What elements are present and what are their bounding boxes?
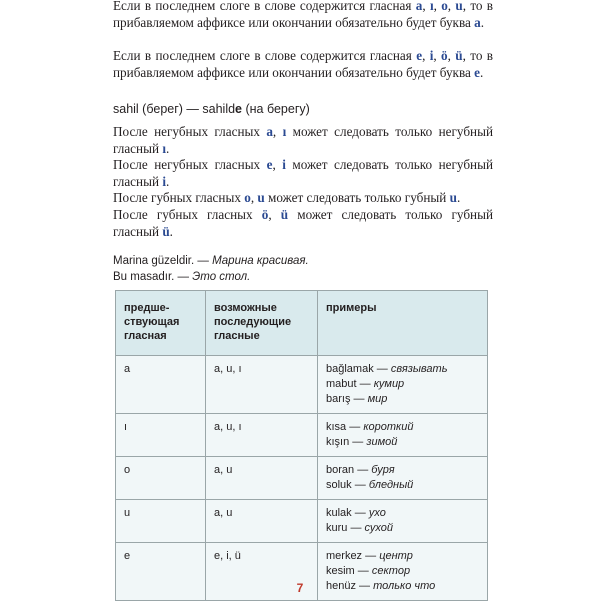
header-possible-vowels: возможные последующие гласные xyxy=(206,291,318,356)
vowel-letter: ü xyxy=(455,48,463,63)
example-entry: boran — буря xyxy=(326,464,395,476)
russian-translation: только что xyxy=(373,580,436,592)
vowel-letter: ı xyxy=(282,124,287,139)
sentence-example-2: Bu masadır. — Это стол. xyxy=(113,271,251,283)
vowel-letter: i xyxy=(282,157,286,173)
possible-vowels-cell: e, i, ü xyxy=(206,543,318,601)
turkish-word: henüz xyxy=(326,580,356,592)
rule-line-3: После губных гласных o, u может следовать только губный u. xyxy=(113,190,461,206)
examples-cell xyxy=(318,457,488,500)
vowel-letter: ö xyxy=(261,206,269,222)
header-previous-vowel: предше-ствующая гласная xyxy=(116,291,206,356)
vowel-letter: ı xyxy=(429,0,434,13)
russian-translation: кумир xyxy=(373,378,405,390)
possible-vowels-cell: a, u xyxy=(206,457,318,500)
russian-translation: зимой xyxy=(366,436,398,448)
previous-vowel-cell: u xyxy=(116,500,206,543)
previous-vowel-cell: e xyxy=(116,543,206,601)
table-row xyxy=(116,356,488,414)
rule-paragraph-1: Если в последнем слоге в слове содержится гласная a, ı, o, u, то в прибавляемом аффиксе или окончании обязательно будет буква a. xyxy=(113,0,494,30)
turkish-word: kulak xyxy=(326,507,352,519)
examples-cell xyxy=(318,500,488,543)
example-entry: kışın — зимой xyxy=(326,436,398,448)
examples-cell xyxy=(318,414,488,457)
turkish-word: barış xyxy=(326,393,351,405)
russian-translation: буря xyxy=(371,464,395,476)
vowel-letter: a xyxy=(474,14,481,30)
turkish-word: mabut xyxy=(326,378,357,390)
turkish-word: boran xyxy=(326,464,355,476)
sentence-example-1: Marina güzeldir. — Марина красивая. xyxy=(113,255,309,267)
possible-vowels-cell: a, u, ı xyxy=(206,356,318,414)
example-entry: bağlamak — связывать xyxy=(326,363,448,375)
turkish-word: soluk xyxy=(326,479,352,491)
vowel-letter: o xyxy=(244,190,251,206)
russian-translation: мир xyxy=(367,393,388,405)
example-entry: kısa — короткий xyxy=(326,421,414,433)
turkish-word: kesim xyxy=(326,565,355,577)
russian-translation: ухо xyxy=(368,507,386,519)
table-header-row xyxy=(116,291,488,356)
previous-vowel-cell: o xyxy=(116,457,206,500)
previous-vowel-cell: ı xyxy=(116,414,206,457)
turkish-word: merkez xyxy=(326,550,363,562)
russian-translation: бледный xyxy=(368,479,414,491)
vowel-letter: i xyxy=(162,173,166,189)
rule-line-2: После негубных гласных e, i может следовать только негубный гласный i. xyxy=(113,157,494,189)
russian-translation: центр xyxy=(379,550,413,562)
rule-paragraph-2: Если в последнем слоге в слове содержится гласная e, i, ö, ü, то в прибавляемом аффиксе или окончании обязательно будет буква e. xyxy=(113,48,493,80)
page-number: 7 xyxy=(296,581,304,595)
sentence-examples xyxy=(113,253,309,285)
previous-vowel-cell: a xyxy=(116,356,206,414)
vowel-letter: ı xyxy=(162,140,166,156)
example-entry: kuru — сухой xyxy=(326,522,394,534)
possible-vowels-cell: a, u xyxy=(206,500,318,543)
vowel-letter: a xyxy=(266,124,273,139)
table-row xyxy=(116,414,488,457)
vowel-letter: u xyxy=(455,0,463,13)
vowel-letter: ü xyxy=(280,206,289,222)
example-entry: henüz — только что xyxy=(326,580,436,592)
turkish-word: kışın xyxy=(326,436,350,448)
russian-translation: короткий xyxy=(363,421,414,433)
turkish-word: kısa xyxy=(326,421,347,433)
example-entry: barış — мир xyxy=(326,393,388,405)
example-entry: soluk — бледный xyxy=(326,479,414,491)
header-examples: примеры xyxy=(318,291,488,356)
turkish-word: kuru xyxy=(326,522,348,534)
example-entry: merkez — центр xyxy=(326,550,413,562)
possible-vowels-cell: a, u, ı xyxy=(206,414,318,457)
rule-line-4: После губных гласных ö, ü может следовать только губный гласный ü. xyxy=(113,206,494,239)
sahil-example: sahil (берег) — sahilde (на берегу) xyxy=(113,102,310,116)
example-entry: mabut — кумир xyxy=(326,378,405,390)
table-row xyxy=(116,500,488,543)
vowel-letter: ü xyxy=(162,223,170,239)
vowel-letter: ö xyxy=(441,48,448,63)
vowel-letter: u xyxy=(449,190,457,206)
turkish-word: bağlamak xyxy=(326,363,374,375)
suffix-letter: e xyxy=(235,102,242,116)
examples-cell xyxy=(318,356,488,414)
vowel-letter: e xyxy=(266,157,273,173)
russian-translation: связывать xyxy=(390,363,448,375)
vowel-letter: a xyxy=(415,0,423,13)
example-entry: kesim — сектор xyxy=(326,565,411,577)
example-entry: kulak — ухо xyxy=(326,507,386,519)
table-row xyxy=(116,457,488,500)
russian-translation: сектор xyxy=(371,565,411,577)
rules-block xyxy=(113,124,493,240)
vowel-harmony-table xyxy=(115,290,488,601)
russian-translation: сухой xyxy=(364,522,394,534)
vowel-letter: e xyxy=(474,64,481,80)
vowel-letter: o xyxy=(441,0,448,13)
vowel-letter: i xyxy=(429,48,434,63)
vowel-letter: e xyxy=(416,48,423,63)
rule-line-1: После негубных гласных a, ı может следовать только негубный гласный ı. xyxy=(113,124,494,156)
vowel-letter: u xyxy=(257,190,265,206)
